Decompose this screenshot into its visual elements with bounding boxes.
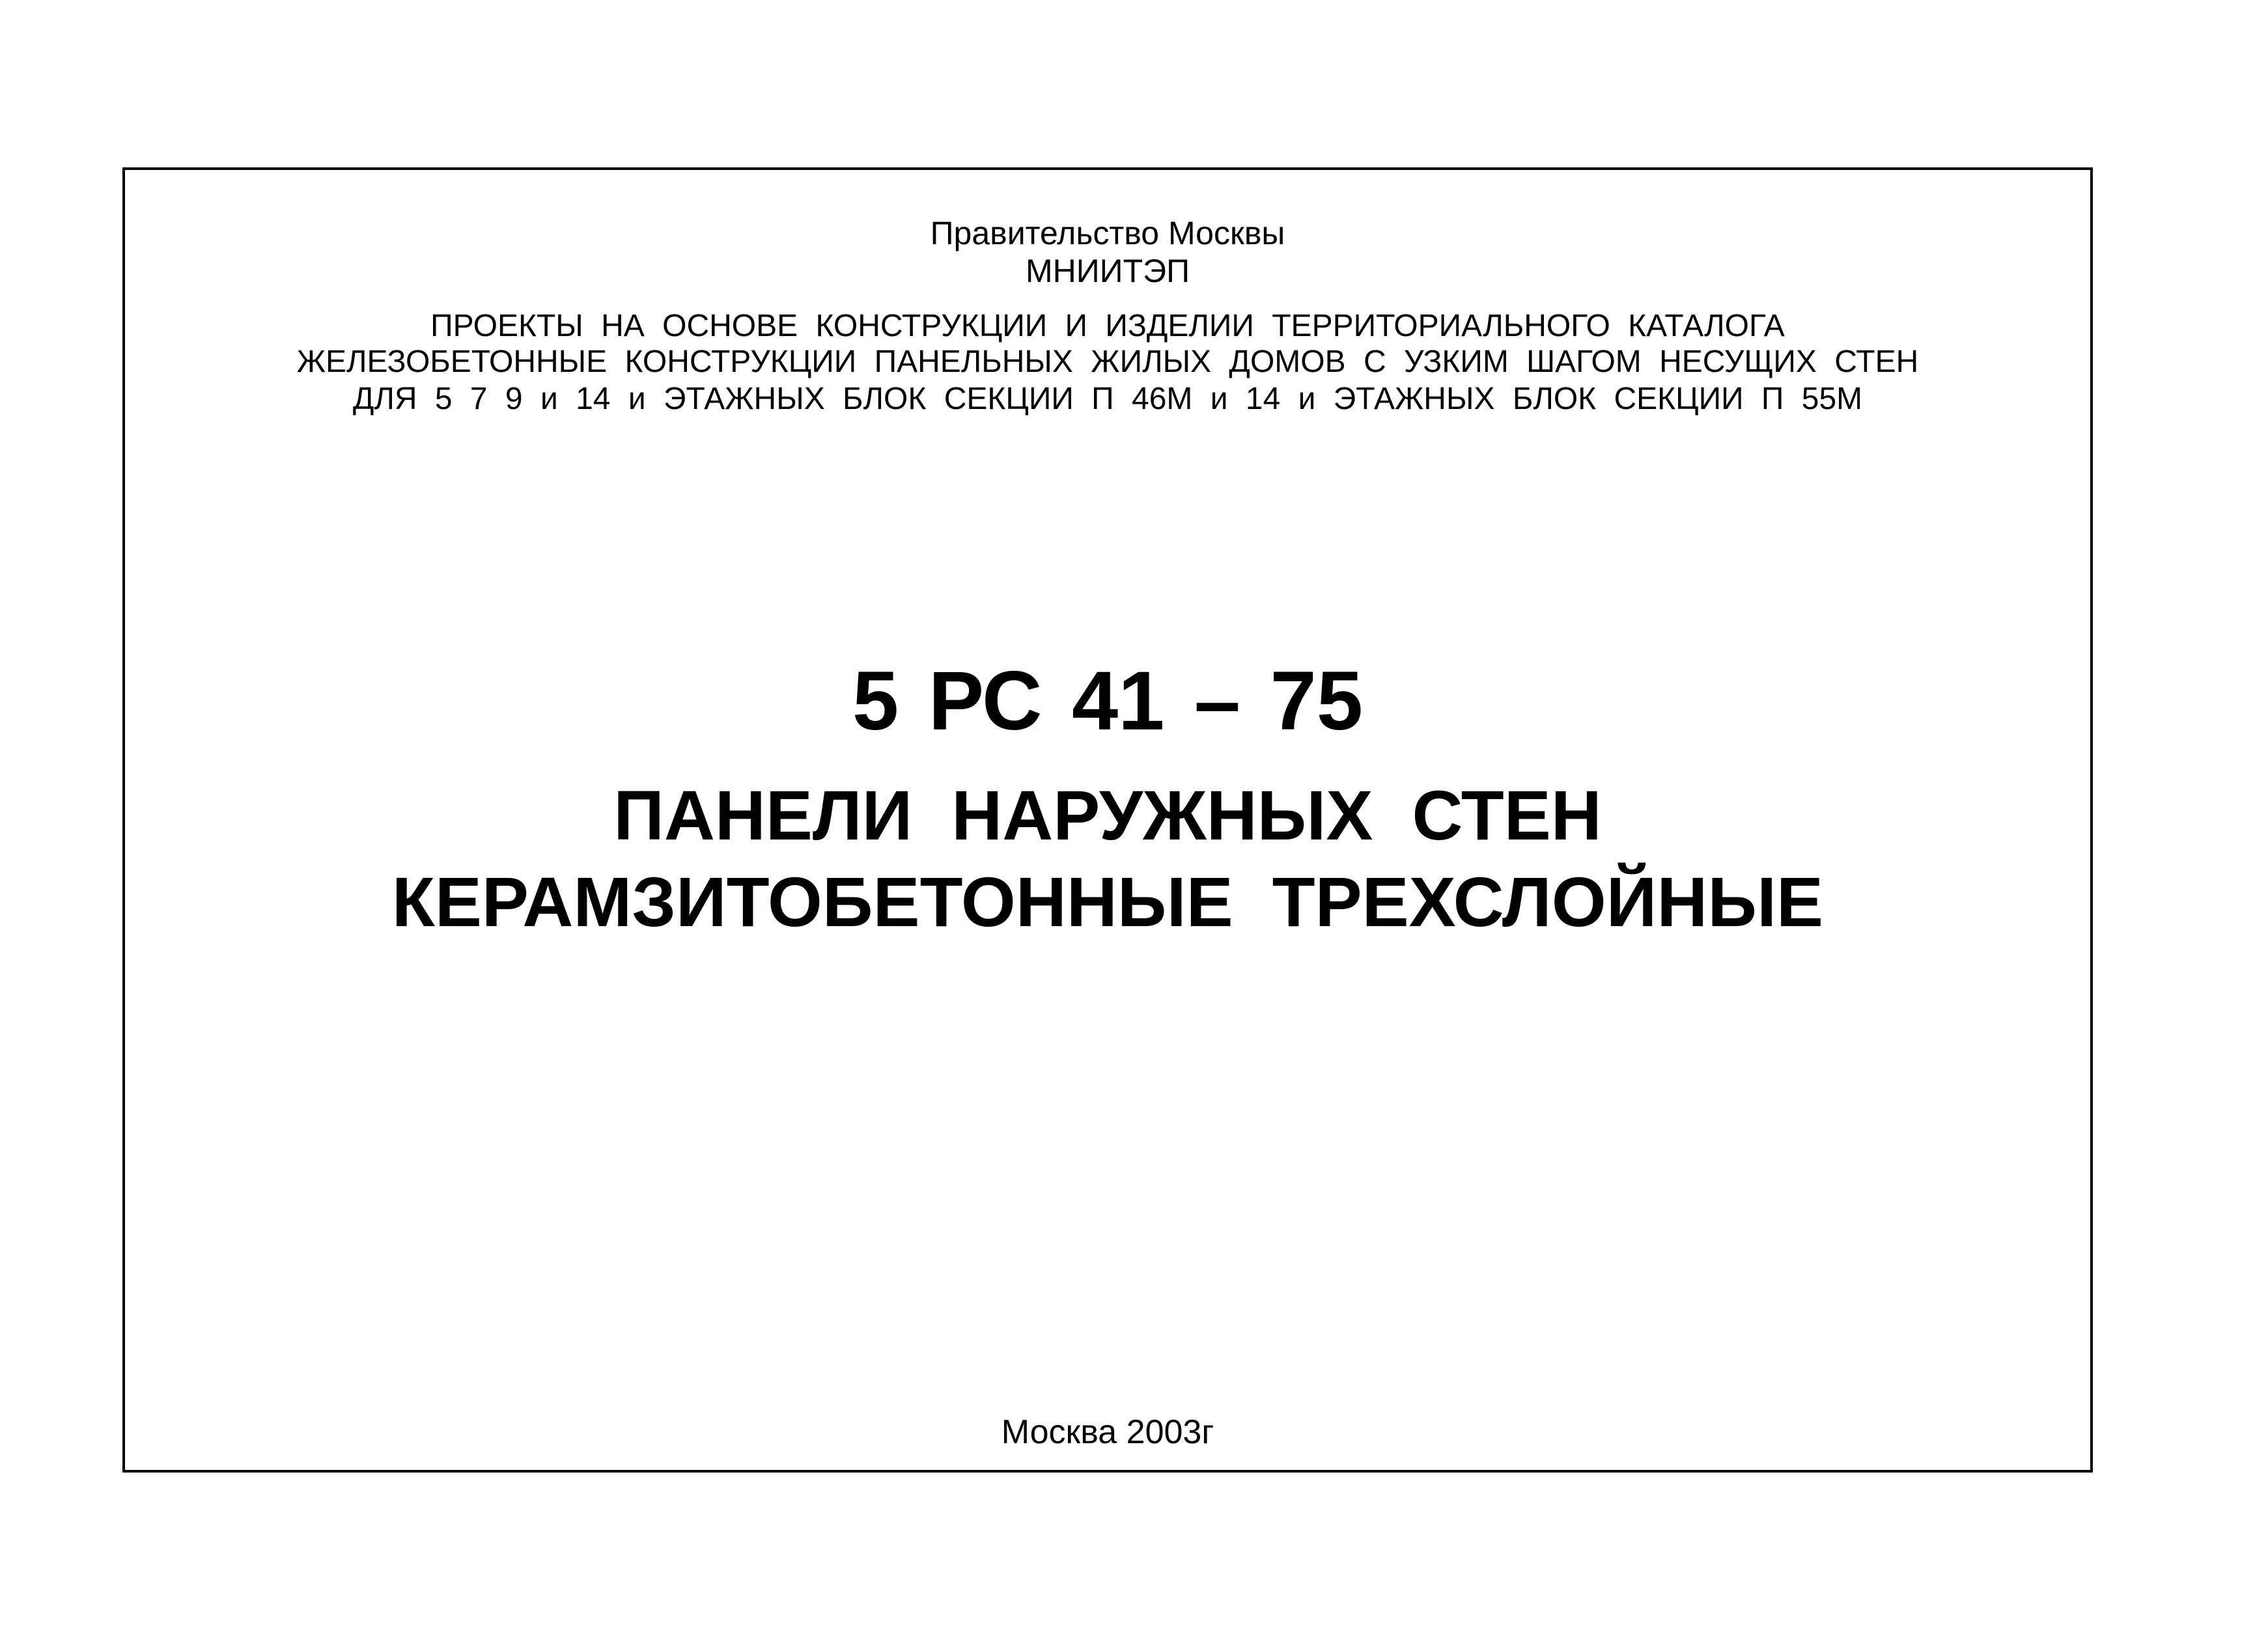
document-title-line-2: КЕРАМЗИТОБЕТОННЫЕ ТРЕХСЛОЙНЫЕ	[391, 862, 1824, 941]
government-name: Правительство Москвы	[930, 215, 1285, 251]
document-code: 5 РС 41 – 75	[852, 655, 1363, 748]
catalog-line-2: ЖЕЛЕЗОБЕТОННЫЕ КОНСТРУКЦИИ ПАНЕЛЬНЫХ ЖИЛЫХ ДОМОВ С УЗКИМ ШАГОМ НЕСУЩИХ СТЕН	[296, 345, 1919, 379]
catalog-line-3: ДЛЯ 5 7 9 и 14 и ЭТАЖНЫХ БЛОК СЕКЦИИ П 46М и 14 и ЭТАЖНЫХ БЛОК СЕКЦИИ П 55М	[352, 382, 1863, 416]
institute-name: МНИИТЭП	[1025, 253, 1190, 289]
catalog-line-1: ПРОЕКТЫ НА ОСНОВЕ КОНСТРУКЦИИ И ИЗДЕЛИИ ТЕРРИТОРИАЛЬНОГО КАТАЛОГА	[430, 309, 1785, 343]
place-and-year: Москва 2003г	[1001, 1413, 1214, 1451]
title-page-frame	[122, 167, 2093, 1473]
document-title-line-1: ПАНЕЛИ НАРУЖНЫХ СТЕН	[613, 776, 1602, 854]
